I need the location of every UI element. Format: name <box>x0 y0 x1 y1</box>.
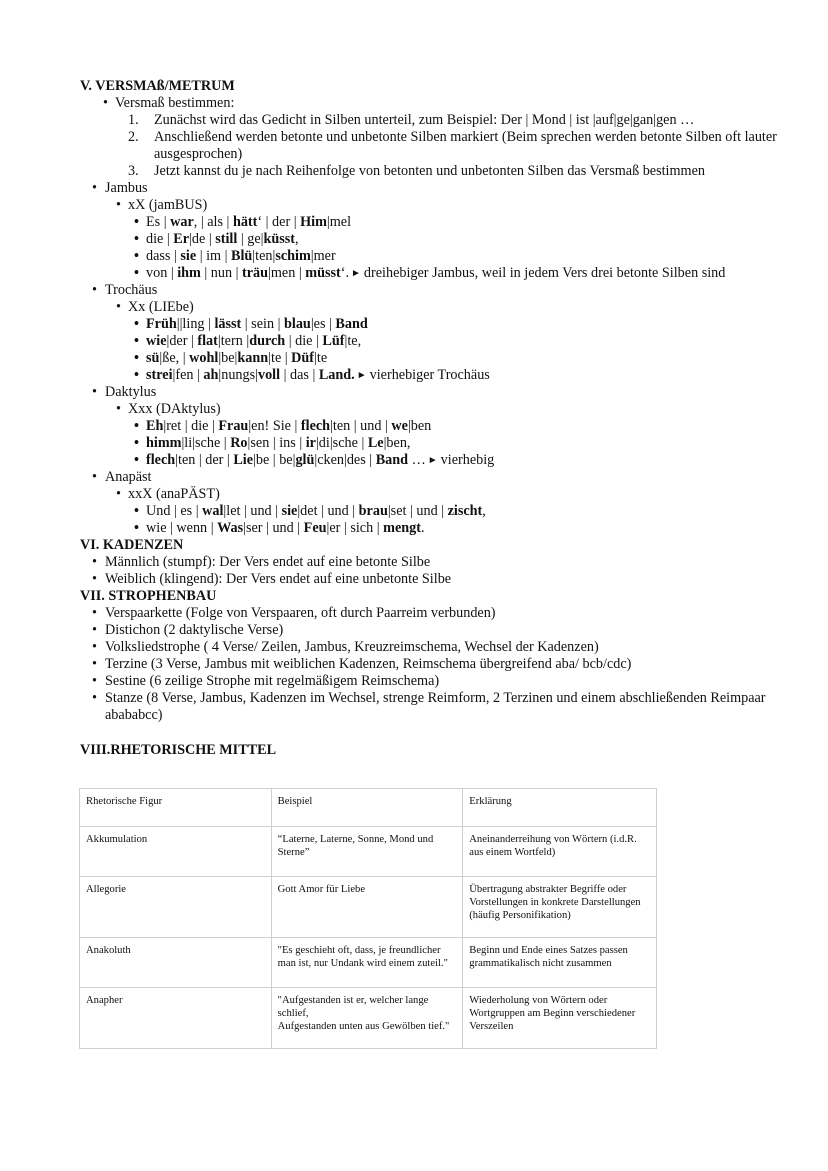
table-row <box>80 877 657 938</box>
unstressed-text: |ten| <box>252 248 276 264</box>
stressed-syllable: wohl <box>189 350 219 366</box>
step-text: Anschließend werden betonte und unbetonte Silben markiert (Beim sprechen werden betonte Silben oft lauter ausgesprochen) <box>154 129 777 162</box>
stressed-syllable: we <box>391 418 408 434</box>
jambus-pattern <box>80 197 780 214</box>
unstressed-text: dass | <box>146 248 181 264</box>
step-item <box>80 129 780 163</box>
arrow-right-icon: ► <box>351 268 361 279</box>
verse-line <box>80 503 780 520</box>
unstressed-text: die | <box>146 231 174 247</box>
unstressed-text: |be| <box>218 350 238 366</box>
verse-line-with-note <box>80 367 780 384</box>
strophe-item: • Terzine (3 Verse, Jambus mit weiblichen Kadenzen, Reimschema übergreifend aba/ bcb/cdc) <box>80 656 780 673</box>
table-header-cell: Rhetorische Figur <box>80 789 272 827</box>
stressed-syllable: Ro <box>230 435 248 451</box>
stressed-syllable: sie <box>180 248 197 264</box>
unstressed-text: Und | es | <box>146 503 203 519</box>
stressed-syllable: Blü <box>231 248 253 264</box>
table-cell-figur: Anapher <box>80 988 272 1049</box>
unstressed-text: |cken|des | <box>314 452 376 468</box>
unstressed-text: | im | <box>196 248 231 264</box>
stressed-syllable: Land. <box>318 367 355 383</box>
anapaest-pattern <box>80 486 780 503</box>
jambus-item <box>80 180 780 197</box>
unstressed-text: Es | <box>146 214 171 230</box>
unstressed-text: |be | be| <box>253 452 296 468</box>
strophe-item: • Sestine (6 zeilige Strophe mit regelmäßigem Reimschema) <box>80 673 780 690</box>
unstressed-text: | nun | <box>200 265 243 281</box>
step-number: 1. <box>128 112 139 128</box>
arrow-right-icon: ► <box>427 455 438 466</box>
stressed-syllable: Frau <box>218 418 249 434</box>
jambus-pattern-text: xX (jamBUS) <box>128 197 208 213</box>
stressed-syllable: Früh <box>146 316 177 332</box>
section-vii-heading: VII. STROPHENBAU <box>80 588 217 604</box>
strophe-item: • Distichon (2 daktylische Verse) <box>80 622 780 639</box>
stressed-syllable: strei <box>146 367 173 383</box>
stressed-syllable: zischt <box>447 503 483 519</box>
unstressed-text: |der | <box>166 333 198 349</box>
step-number: 3. <box>128 163 139 179</box>
section-v-list <box>80 95 780 537</box>
unstressed-text: |det | und | <box>297 503 359 519</box>
section-v-heading: V. VERSMAß/METRUM <box>80 78 235 94</box>
unstressed-text: |ben <box>407 418 432 434</box>
unstressed-text: |te <box>314 350 328 366</box>
stressed-syllable: brau <box>358 503 388 519</box>
stressed-syllable: Band <box>335 316 368 332</box>
verse-line-text <box>146 265 349 281</box>
section-viii-heading: VIII.RHETORISCHE MITTEL <box>80 742 277 758</box>
unstressed-text: |let | und | <box>223 503 282 519</box>
verse-line <box>80 316 780 333</box>
table-header-cell: Erklärung <box>463 789 657 827</box>
stressed-syllable: küsst <box>263 231 296 247</box>
kadenzen-list <box>80 554 780 588</box>
trochaeus-pattern <box>80 299 780 316</box>
stressed-syllable: voll <box>257 367 281 383</box>
unstressed-text: |te | <box>268 350 292 366</box>
verse-line-with-note <box>80 265 780 282</box>
table-header-cell: Beispiel <box>271 789 463 827</box>
unstressed-text: |te, <box>344 333 362 349</box>
stressed-syllable: Le <box>367 435 384 451</box>
verse-line <box>80 333 780 350</box>
step-text: Zunächst wird das Gedicht in Silben unterteil, zum Beispiel: Der | Mond | ist |auf|ge|gan|gen … <box>154 112 695 128</box>
stressed-syllable: Lüf <box>322 333 345 349</box>
stressed-syllable: flech <box>300 418 331 434</box>
versmass-bestimmen-label: Versmaß bestimmen: <box>115 95 235 111</box>
strophenbau-list <box>80 605 780 724</box>
unstressed-text: |fen | <box>172 367 204 383</box>
kadenz-item: • Weiblich (klingend): Der Vers endet auf eine unbetonte Silbe <box>80 571 780 588</box>
verse-note: dreihebiger Jambus, weil in jedem Vers drei betonte Silben sind <box>363 265 726 281</box>
unstressed-text: … <box>408 452 426 468</box>
anapaest-label: Anapäst <box>105 469 152 485</box>
table-row <box>80 938 657 988</box>
step-item <box>80 163 780 180</box>
stressed-syllable: Him <box>300 214 327 230</box>
stressed-syllable: Band <box>375 452 409 468</box>
verse-note: vierhebiger Trochäus <box>369 367 490 383</box>
unstressed-text: | die | <box>285 333 323 349</box>
anapaest-item <box>80 469 780 486</box>
strophe-item: • Volksliedstrophe ( 4 Verse/ Zeilen, Jambus, Kreuzreimschema, Wechsel der Kadenzen) <box>80 639 780 656</box>
unstressed-text: |es | <box>310 316 336 332</box>
unstressed-text: |men | <box>268 265 306 281</box>
document-content <box>80 78 780 759</box>
stressed-syllable: ir <box>305 435 316 451</box>
unstressed-text: |di|sche | <box>315 435 368 451</box>
arrow-right-icon: ► <box>356 370 367 381</box>
jambus-label: Jambus <box>105 180 148 196</box>
kadenz-item: • Männlich (stumpf): Der Vers endet auf eine betonte Silbe <box>80 554 780 571</box>
table-cell-erklaerung: Aneinanderreihung von Wörtern (i.d.R. aus einem Wortfeld) <box>463 827 657 877</box>
unstressed-text: |sen | ins | <box>247 435 306 451</box>
verse-line <box>80 520 780 537</box>
stressed-syllable: flech <box>146 452 176 468</box>
unstressed-text: |set | und | <box>387 503 448 519</box>
unstressed-text: |tern | <box>217 333 250 349</box>
unstressed-text: |ße, | <box>159 350 190 366</box>
trochaeus-label: Trochäus <box>105 282 158 298</box>
table-cell-beispiel: “Laterne, Laterne, Sonne, Mond und Sterne” <box>271 827 463 877</box>
unstressed-text: , <box>295 231 299 247</box>
verse-note: vierhebig <box>440 452 495 468</box>
daktylus-pattern <box>80 401 780 418</box>
unstressed-text: , <box>482 503 486 519</box>
unstressed-text: , | als | <box>193 214 233 230</box>
stressed-syllable: blau <box>283 316 311 332</box>
trochaeus-pattern-text: Xx (LIEbe) <box>128 299 194 315</box>
stressed-syllable: glü <box>295 452 315 468</box>
table-cell-erklaerung: Wiederholung von Wörtern oder Wortgruppen am Beginn verschiedener Verszeilen <box>463 988 657 1049</box>
stressed-syllable: wie <box>146 333 167 349</box>
unstressed-text: |ten | und | <box>330 418 392 434</box>
unstressed-text: |ben, <box>383 435 411 451</box>
unstressed-text: |mel <box>326 214 352 230</box>
stressed-syllable: war <box>170 214 194 230</box>
strophe-item: • Verspaarkette (Folge von Verspaaren, oft durch Paarreim verbunden) <box>80 605 780 622</box>
unstressed-text: ||ling | <box>176 316 215 332</box>
unstressed-text: |ten | der | <box>175 452 234 468</box>
stressed-syllable: hätt <box>232 214 258 230</box>
verse-line-text <box>146 367 355 383</box>
table-header-row <box>80 789 657 827</box>
stressed-syllable: flat <box>197 333 218 349</box>
stressed-syllable: ihm <box>177 265 201 281</box>
stressed-syllable: Lie <box>233 452 254 468</box>
unstressed-text: |nungs| <box>218 367 258 383</box>
stressed-syllable: Feu <box>303 520 327 536</box>
stressed-syllable: schim <box>275 248 311 264</box>
table-cell-figur: Allegorie <box>80 877 272 938</box>
unstressed-text: |ser | und | <box>243 520 304 536</box>
stressed-syllable: sie <box>281 503 298 519</box>
verse-line <box>80 435 780 452</box>
verse-line <box>80 418 780 435</box>
stressed-syllable: lässt <box>214 316 242 332</box>
versmass-bestimmen-item <box>80 95 780 112</box>
unstressed-text: ‘ | der | <box>257 214 301 230</box>
table-cell-beispiel: "Aufgestanden ist er, welcher lange schlief, Aufgestanden unten aus Gewölben tief." <box>271 988 463 1049</box>
table-row <box>80 988 657 1049</box>
unstressed-text: | sein | <box>241 316 284 332</box>
stressed-syllable: Düf <box>291 350 315 366</box>
verse-line-with-note <box>80 452 780 469</box>
unstressed-text: |er | sich | <box>326 520 384 536</box>
step-text: Jetzt kannst du je nach Reihenfolge von betonten und unbetonten Silben das Versmaß bestimmen <box>154 163 705 179</box>
stressed-syllable: träu <box>242 265 269 281</box>
table-cell-beispiel: "Es geschieht oft, dass, je freundlicher man ist, nur Undank wird einem zuteil." <box>271 938 463 988</box>
table-cell-erklaerung: Übertragung abstrakter Begriffe oder Vorstellungen in konkrete Darstellungen (häufig Personifikation) <box>463 877 657 938</box>
verse-line-text <box>146 452 426 468</box>
unstressed-text: |de | <box>189 231 216 247</box>
unstressed-text: wie | wenn | <box>146 520 218 536</box>
stressed-syllable: Was <box>217 520 244 536</box>
stressed-syllable: mengt <box>383 520 421 536</box>
unstressed-text: | ge| <box>237 231 264 247</box>
stressed-syllable: ah <box>203 367 219 383</box>
unstressed-text: | das | <box>280 367 319 383</box>
verse-line <box>80 214 780 231</box>
unstressed-text: |ret | die | <box>163 418 219 434</box>
daktylus-pattern-text: Xxx (DAktylus) <box>128 401 221 417</box>
daktylus-item <box>80 384 780 401</box>
trochaeus-item <box>80 282 780 299</box>
unstressed-text: |li|sche | <box>181 435 231 451</box>
table-row <box>80 827 657 877</box>
table-cell-figur: Anakoluth <box>80 938 272 988</box>
verse-line <box>80 231 780 248</box>
stressed-syllable: durch <box>249 333 286 349</box>
verse-line <box>80 350 780 367</box>
unstressed-text: |mer <box>310 248 336 264</box>
stressed-syllable: Eh <box>146 418 164 434</box>
stressed-syllable: wal <box>202 503 224 519</box>
table-cell-figur: Akkumulation <box>80 827 272 877</box>
section-vi-heading: VI. KADENZEN <box>80 537 184 553</box>
rhetorische-mittel-table <box>79 788 657 1049</box>
stressed-syllable: Er <box>173 231 190 247</box>
stressed-syllable: himm <box>146 435 182 451</box>
unstressed-text: . <box>420 520 425 536</box>
daktylus-label: Daktylus <box>105 384 157 400</box>
stressed-syllable: müsst <box>305 265 341 281</box>
step-item <box>80 112 780 129</box>
unstressed-text: ‘. <box>340 265 350 281</box>
verse-line <box>80 248 780 265</box>
stressed-syllable: kann <box>237 350 269 366</box>
step-number: 2. <box>128 129 139 145</box>
stressed-syllable: sü <box>146 350 160 366</box>
anapaest-pattern-text: xxX (anaPÄST) <box>128 486 220 502</box>
stressed-syllable: still <box>215 231 238 247</box>
table-cell-beispiel: Gott Amor für Liebe <box>271 877 463 938</box>
table-cell-erklaerung: Beginn und Ende eines Satzes passen grammatikalisch nicht zusammen <box>463 938 657 988</box>
unstressed-text: |en! Sie | <box>248 418 301 434</box>
strophe-item: • Stanze (8 Verse, Jambus, Kadenzen im Wechsel, strenge Reimform, 2 Terzinen und einem abschließenden Reimpaar abababcc) <box>80 690 780 724</box>
unstressed-text: von | <box>146 265 178 281</box>
